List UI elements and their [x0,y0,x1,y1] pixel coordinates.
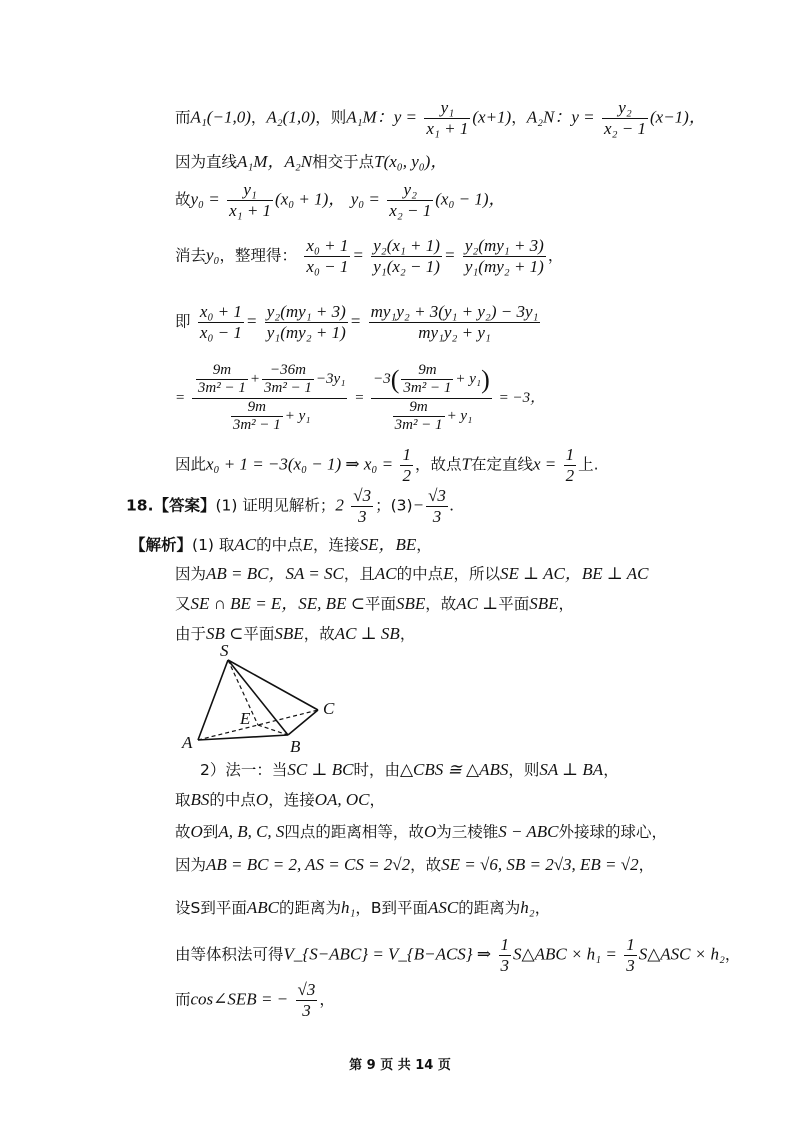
line-6 [175,362,545,434]
math: T [461,454,471,474]
text: 2）法一：当 [200,761,288,779]
text: 的中点 [396,565,444,583]
text: ；(3) [375,496,413,515]
math: △CBS ≅ △ABS [399,760,509,779]
line-3 [175,180,505,220]
fraction: $\frac{\text{my₁y₂ + 3(y₁ + y₂) − 3y₁}}{\text{my₁y₂ + y₁}}$ [370,302,539,342]
analysis-tag: 【解析】 [130,536,193,554]
math: SE ∩ BE = E，SE, BE ⊂ [190,594,365,613]
label-E: E [240,709,251,728]
text: ， [319,990,335,1009]
text: (1) 取 [192,536,235,554]
math: SBE [529,594,559,613]
math: = [443,245,456,265]
text: ，连接 [313,536,360,554]
math: O [423,822,437,841]
text: 四点的距离相等，故 [284,823,424,841]
math: V_{S−ABC} = V_{B−ACS} ⇒ [283,944,492,964]
fraction: $\frac{1}{2}$ [402,445,411,485]
math: A₁M [346,107,377,127]
text: 到 [202,823,219,841]
line-2 [175,152,447,172]
math: OA, OC [314,790,370,809]
math: A₂(1,0) [266,107,316,127]
fraction: $\frac{\text{y₁}}{\text{x₁ + 1}}$ [426,98,469,138]
math: 2 [335,495,344,515]
text: 而 [175,990,191,1009]
text: 又 [175,595,191,613]
math: . [449,495,455,515]
math: y₀ [206,245,220,265]
text: ， [399,625,416,643]
line-10 [175,564,649,584]
math: E [302,535,314,554]
text: ，故点 [414,455,462,474]
math: BS [190,790,210,809]
text: ， [250,108,267,127]
fraction: $\frac{\text{y₂}}{\text{x₂ − 1}}$ [389,180,432,220]
math: ：y = [554,107,595,127]
text: 而 [175,108,191,127]
math: ：y = [376,107,418,127]
text: 由等体积法可得 [175,945,284,964]
fraction: $\frac{1}{2}$ [565,445,575,485]
math: SA ⊥ BA [539,760,604,779]
text: ， [534,899,551,917]
text: (1) 证明见解析； [215,496,336,515]
text: ， [511,108,527,127]
math: = [354,390,365,406]
math: = [175,390,186,406]
text: ，则 [508,761,540,779]
text: ， [416,536,432,554]
line-16 [175,855,654,875]
math: A₂N [526,107,555,127]
math: E [443,564,454,583]
line-7 [175,445,599,485]
math: y₀ = [350,189,380,209]
math: AB = BC，SA = SC [206,564,344,583]
math: S△ABC × h₁ = [513,944,617,964]
edge-SC [228,660,318,710]
math: AC ⊥ SB [334,624,400,643]
math: AB = BC = 2, AS = CS = 2√2 [206,855,411,874]
line-19 [175,980,335,1020]
math: ABC [246,898,279,917]
edge-SA [198,660,228,740]
text: 故 [175,190,191,209]
math: A₁M，A₂N [237,152,313,171]
math: AC [374,564,397,583]
text: ， [558,595,575,613]
fraction: $\frac{\text{y₂}}{\text{x₂ − 1}}$ [604,98,646,138]
line-13 [200,760,619,780]
text: 相交于点 [312,153,375,171]
text: 平面 [243,625,275,643]
math: A, B, C, S [218,822,285,841]
text: ，故 [303,625,335,643]
text: 在定直线 [470,455,533,474]
fraction: $\frac{\text{x₀ + 1}}{\text{x₀ − 1}}$ [199,302,242,342]
label-B: B [290,737,301,756]
edge-AB [198,735,288,740]
text: 时，由 [353,761,400,779]
compound-fraction-1: $\frac{9m}{\text{3m² − 1}}$ + $\frac{-36m}{\text{3m² − 1}}$ −3y₁ $\frac{9m}{\text{3m² − 1}}$ + y₁ [192,362,348,434]
text: ，所以 [453,565,501,583]
fraction: $\frac{√3}{3}$ [297,980,316,1020]
math: O [255,790,269,809]
math: AC ⊥ [456,594,499,613]
analysis-line [130,535,432,555]
math: SBE [395,594,426,613]
fraction: $\frac{1}{3}$ [500,935,510,975]
text: 由于 [175,625,207,643]
text: 平面 [498,595,530,613]
fraction: $\frac{\text{y₁}}{\text{x₁ + 1}}$ [229,180,272,220]
math: AC [234,535,257,554]
text: ，故 [425,595,457,613]
math: SBE [274,624,304,643]
math: = [245,311,258,331]
text: 外接球的球心， [558,823,668,841]
text: 的距离为 [278,899,341,917]
math: y₀ = [190,189,220,209]
math: S△ASC × h₂ [638,944,725,964]
fraction: $\frac{1}{3}$ [626,935,635,975]
math: x = [532,454,557,474]
text: 的距离为 [458,899,521,917]
math: cos∠SEB = − [190,989,289,1009]
text: 消去 [175,246,207,265]
compound-fraction-2: −3( $\frac{9m}{\text{3m² − 1}}$ + y₁) $\frac{9m}{\text{3m² − 1}}$ + y₁ [373,362,490,433]
math: T(x₀, y₀)， [374,152,448,171]
line-14 [175,790,385,810]
text: 的中点 [256,536,303,554]
math: O [190,822,203,841]
text: ， [638,856,655,874]
math: h₁ [340,898,356,917]
text: ， [547,246,564,265]
fraction: $\frac{\text{y₂(my₁ + 3)}}{\text{y₁(my₂ + 1)}}$ [266,302,346,342]
text: ，故 [410,856,442,874]
text: ，连接 [268,791,315,809]
question-number: 18.【答案】 [126,496,216,515]
math: (x+1) [472,107,512,127]
math: (x−1)， [649,107,706,127]
line-18 [175,935,740,975]
text: 因为直线 [175,153,238,171]
text: ，B到平面 [355,899,429,917]
text: 故 [175,823,191,841]
line-15 [175,822,667,842]
math: (x₀ − 1)， [435,189,506,209]
text: 为三棱锥 [436,823,499,841]
page-footer: 第 9 页 共 14 页 [349,1058,451,1073]
math: ASC [428,898,459,917]
text: 的中点 [209,791,256,809]
label-A: A [182,733,193,752]
fraction: $\frac{\text{y₂(x₁ + 1)}}{\text{y₁(x₂ − 1)}}$ [373,236,440,276]
math: A₁(−1,0) [190,107,251,127]
label-S: S [220,641,229,660]
text: 平面 [364,595,396,613]
pyramid-figure [170,640,370,760]
line-4 [175,236,563,276]
line-11 [175,594,574,614]
text: ，且 [343,565,375,583]
math: = −3， [498,390,546,406]
text: ， [603,761,619,779]
text: ，整理得： [219,246,297,265]
text: 上. [578,455,599,474]
text: 因为 [175,565,207,583]
math: SE，BE [359,535,417,554]
fraction: $\frac{√3}{3}$ [353,486,372,526]
line-5 [175,302,542,342]
math: (x₀ + 1)， [275,189,346,209]
text: ， [369,791,386,809]
math: x₀ + 1 = −3(x₀ − 1) ⇒ x₀ = [206,454,394,474]
math: = [349,311,362,331]
math: SB ⊂ [206,624,244,643]
math: = [352,245,364,265]
text: 因此 [175,455,207,474]
fraction: $\frac{\text{y₂(my₁ + 3)}}{\text{y₁(my₂ + 1)}}$ [464,236,544,276]
math: h₂ [520,898,535,917]
text: ， [724,945,741,964]
label-C: C [323,699,335,718]
text: 设S到平面 [175,899,247,917]
text: 即 [175,312,191,331]
math: SE ⊥ AC，BE ⊥ AC [500,564,649,583]
math: SE = √6, SB = 2√3, EB = √2 [441,855,639,874]
text: 因为 [175,856,207,874]
text: 取 [175,791,191,809]
line-1 [175,98,706,138]
text: ，则 [315,108,347,127]
answer-line [126,486,454,526]
fraction: $\frac{\text{x₀ + 1}}{\text{x₀ − 1}}$ [306,236,349,276]
line-17 [175,898,550,918]
math: − [412,495,425,515]
math: SC ⊥ BC [287,760,354,779]
math: S − ABC [498,822,559,841]
fraction: $\frac{√3}{3}$ [428,486,446,526]
